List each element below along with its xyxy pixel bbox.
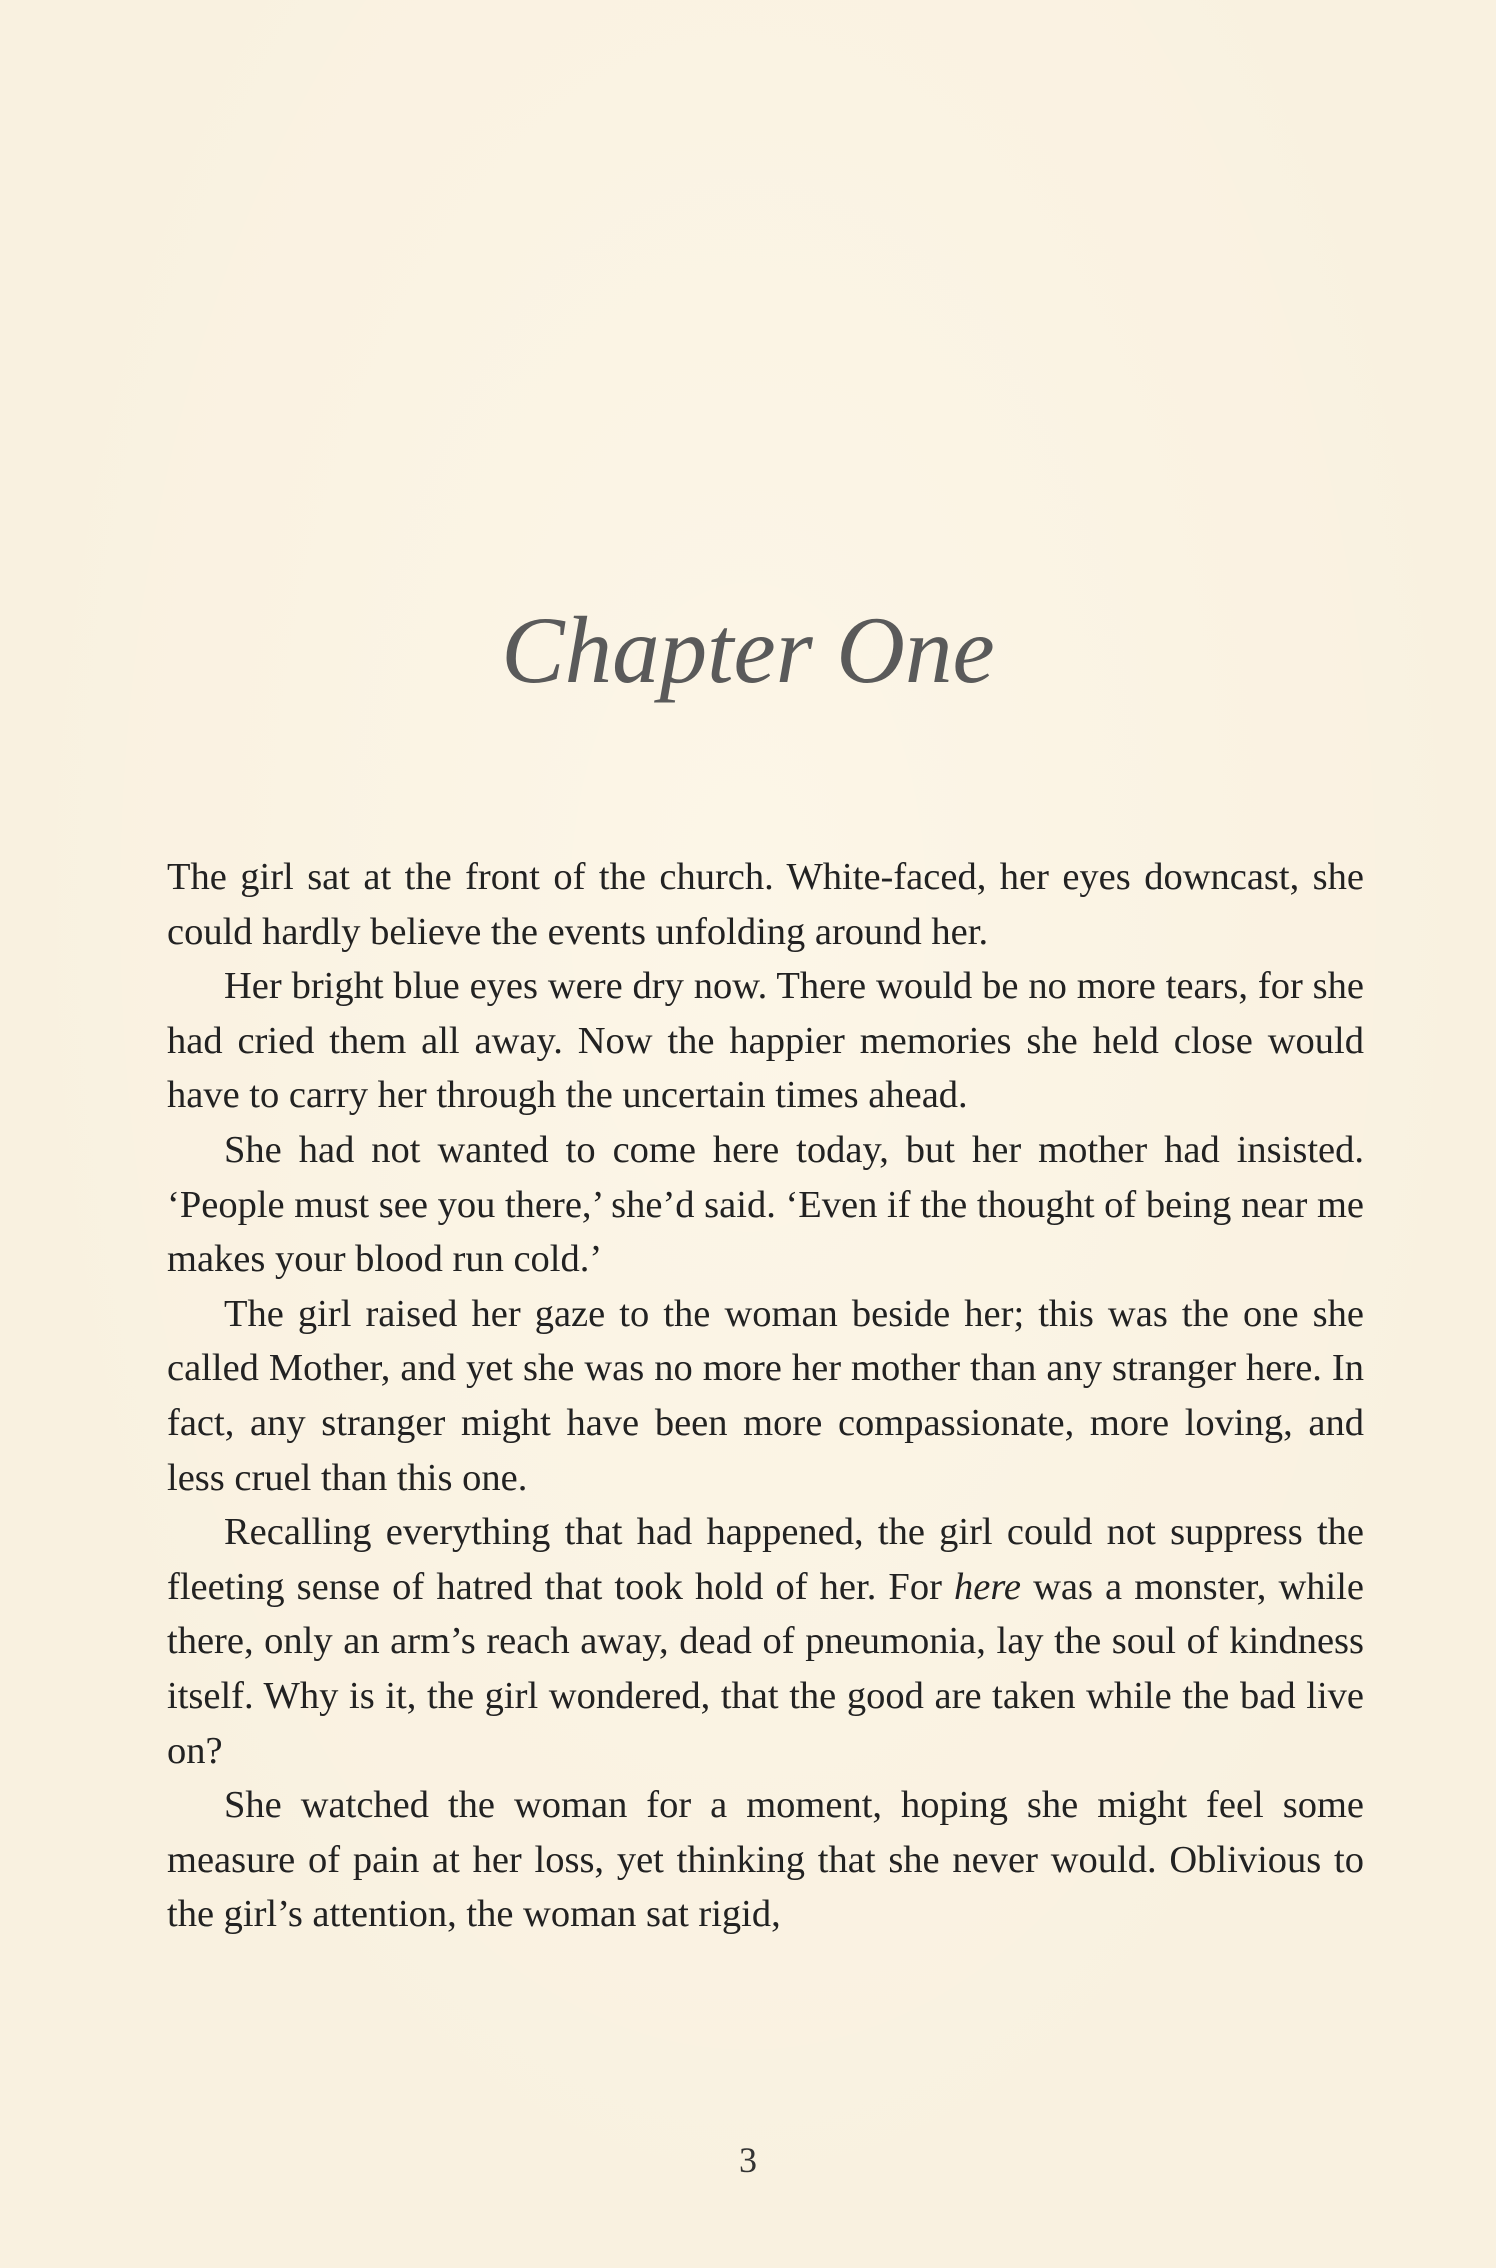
paragraph: The girl raised her gaze to the woman beside her; this was the one she called Mother, and yet she was no more her mother than any stranger here. In fact, any stranger might have been more compassionate, more loving, and less cruel than this one. [167, 1292, 1364, 1499]
page-number: 3 [739, 2140, 757, 2180]
paragraph: She had not wanted to come here today, but her mother had insisted. ‘People must see you there,’ she’d said. ‘Even if the thought of being near me makes your blood run cold.’ [167, 1128, 1364, 1281]
paragraph [167, 1505, 1364, 1778]
paragraph-text: Recalling everything that had happened, the girl could not suppress the fleeting sense of hatred that took hold of her. For [167, 1511, 1364, 1608]
paragraph-text: was a monster, while there, only an arm’s reach away, dead of pneumonia, lay the soul of kindness itself. Why is it, the girl wondered, that the good are taken while the bad live on? [167, 1565, 1364, 1772]
emphasis-text: here [954, 1565, 1021, 1608]
chapter-title: Chapter One [501, 597, 995, 703]
paragraph: Her bright blue eyes were dry now. There would be no more tears, for she had cried them all away. Now the happier memories she held close would have to carry her through the uncertain times ahead. [167, 965, 1364, 1117]
paragraph: The girl sat at the front of the church. White-faced, her eyes downcast, she could hardly believe the events unfolding around her. [167, 856, 1364, 953]
paragraph: She watched the woman for a moment, hoping she might feel some measure of pain at her loss, yet thinking that she never would. Oblivious to the girl’s attention, the woman sat rigid, [167, 1784, 1364, 1936]
chapter-body [167, 850, 1364, 1942]
